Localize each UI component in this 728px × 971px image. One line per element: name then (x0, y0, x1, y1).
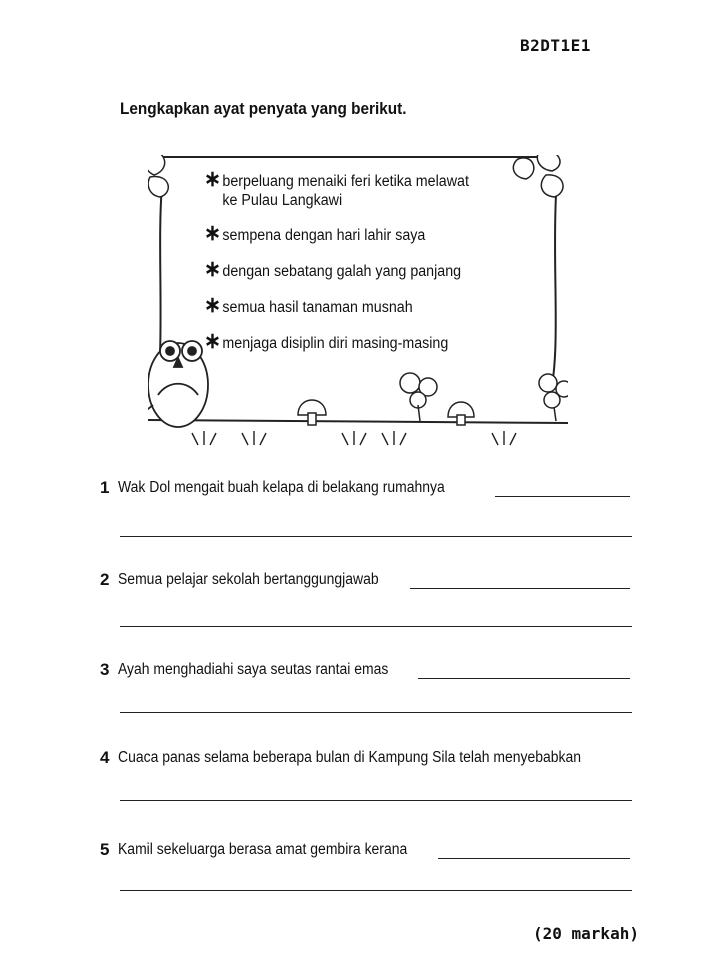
answer-line[interactable] (120, 712, 632, 713)
question-text: Kamil sekeluarga berasa amat gembira kerana (118, 841, 408, 858)
phrase-item (204, 256, 508, 281)
star-bullet-icon: ∗ (204, 256, 221, 281)
question-text: Cuaca panas selama beberapa bulan di Kampung Sila telah menyebabkan (118, 749, 581, 766)
answer-line[interactable] (120, 890, 632, 891)
phrase-item (204, 220, 508, 245)
phrase-list (204, 166, 534, 370)
owl-illustration (148, 341, 208, 427)
answer-line[interactable] (418, 678, 630, 679)
grass-illustration (192, 431, 516, 445)
worksheet-code: B2DT1E1 (520, 36, 591, 55)
phrase-item (204, 328, 508, 353)
answer-line[interactable] (120, 626, 632, 627)
phrase-text: sempena dengan hari lahir saya (222, 227, 426, 244)
question-text: Semua pelajar sekolah bertanggungjawab (118, 571, 379, 588)
phrase-item (204, 166, 508, 210)
question-number: 5 (100, 840, 110, 859)
question-number: 1 (100, 478, 110, 497)
phrase-text: menjaga disiplin diri masing-masing (222, 335, 449, 352)
question-number: 3 (100, 660, 110, 679)
question-text: Ayah menghadiahi saya seutas rantai emas (118, 661, 389, 678)
total-marks: (20 markah) (533, 924, 639, 943)
answer-line[interactable] (495, 496, 630, 497)
instruction-heading: Lengkapkan ayat penyata yang berikut. (120, 100, 407, 118)
question-number: 4 (100, 748, 110, 767)
answer-line[interactable] (438, 858, 630, 859)
phrase-text: dengan sebatang galah yang panjang (222, 263, 462, 280)
flower-illustration (400, 373, 568, 421)
leaf-illustration (148, 155, 168, 197)
answer-line[interactable] (120, 800, 632, 801)
answer-line[interactable] (410, 588, 630, 589)
question-text: Wak Dol mengait buah kelapa di belakang rumahnya (118, 479, 445, 496)
question-number: 2 (100, 570, 110, 589)
phrase-text: ke Pulau Langkawi (222, 192, 343, 209)
left-vine (160, 185, 162, 355)
answer-line[interactable] (120, 536, 632, 537)
star-bullet-icon: ∗ (204, 220, 221, 245)
star-bullet-icon: ∗ (204, 328, 221, 353)
star-bullet-icon: ∗ (204, 292, 221, 317)
phrase-item (204, 292, 508, 317)
star-bullet-icon: ∗ (204, 166, 221, 191)
phrase-text: semua hasil tanaman musnah (222, 299, 413, 316)
phrase-text: berpeluang menaiki feri ketika melawat (222, 173, 469, 190)
